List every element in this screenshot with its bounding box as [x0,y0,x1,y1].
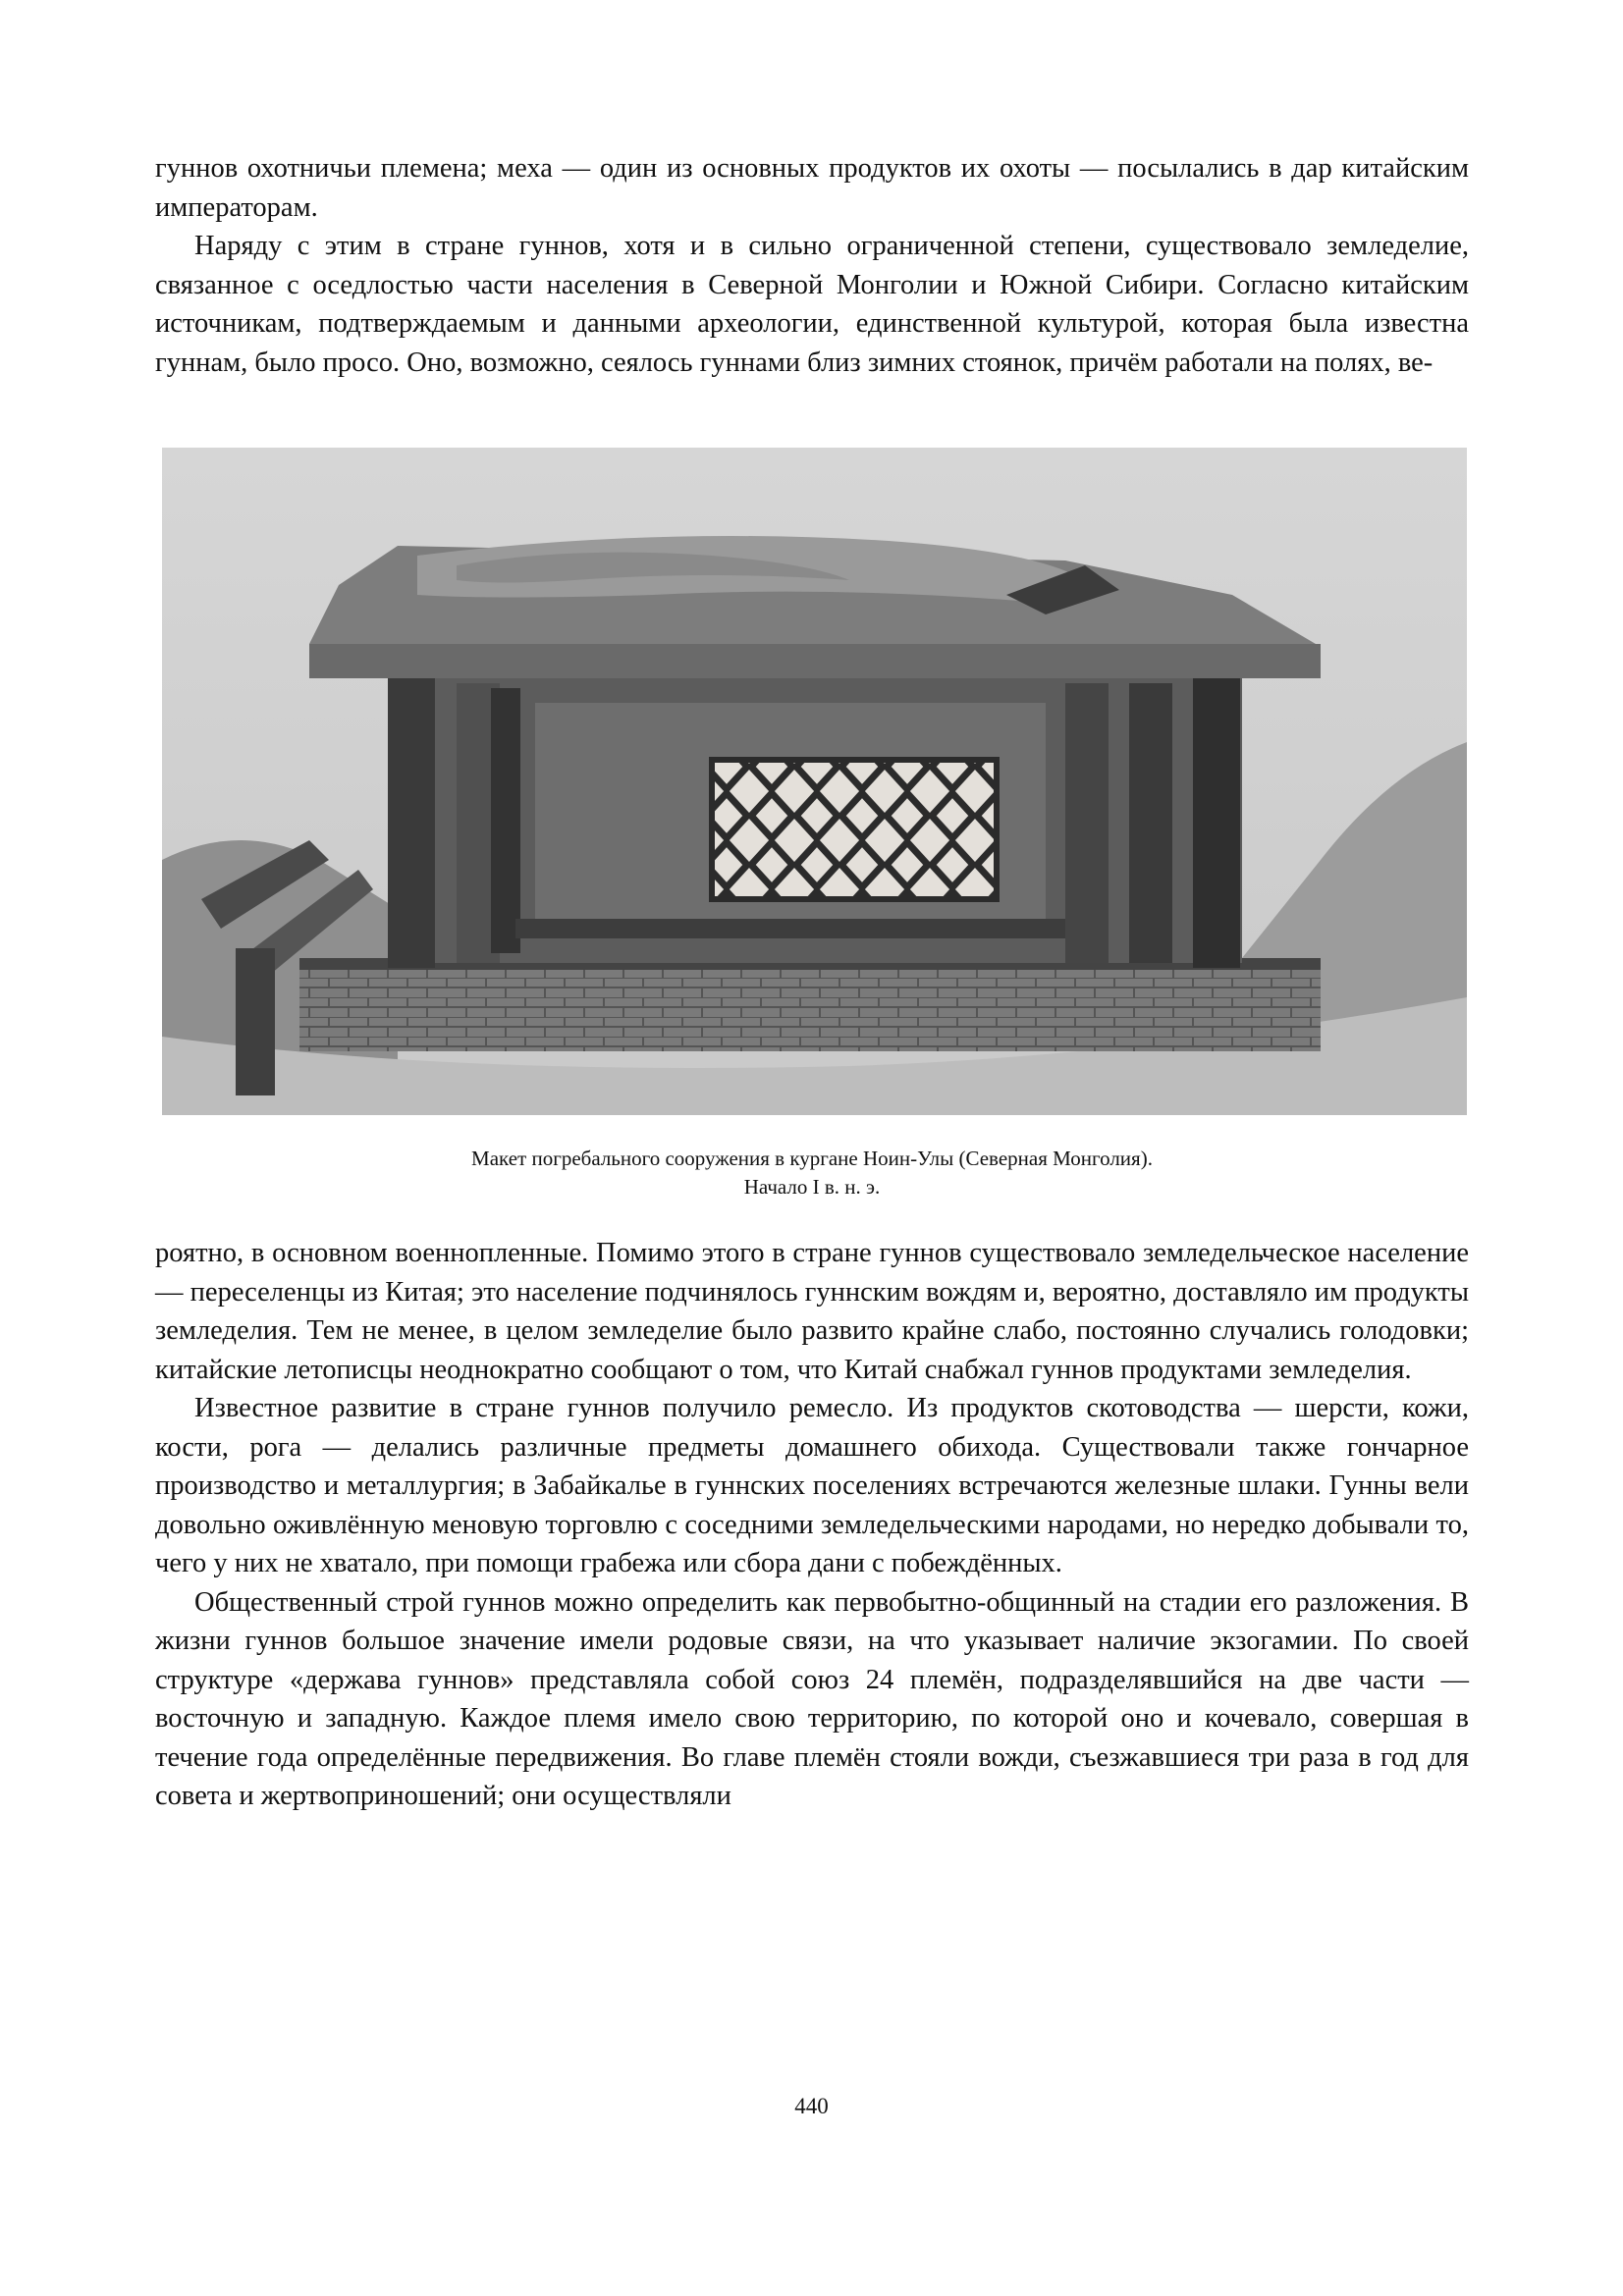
paragraph: Наряду с этим в стране гуннов, хотя и в сильно ограниченной степени, существовало земледелие, связанное с оседлостью части населения в Северной Монголии и Южной Сибири. Согласно китайским источникам, подтверждаемым и данными археологии, единственной культурой, которая была известна гуннам, было просо. Оно, возможно, сеялось гуннами близ зимних стоянок, причём работали на полях, ве- [155,231,1469,378]
caption-line: Начало I в. н. э. [743,1175,881,1199]
paragraph: Известное развитие в стране гуннов получило ремесло. Из продуктов скотоводства — шерсти, кожи, кости, рога — делались различные предметы домашнего обихода. Существовали также гончарное производство и металлургия; в Забайкалье в гуннских поселениях встречаются железные шлаки. Гунны вели довольно оживлённую меновую торговлю с соседними земледельческими народами, но нередко добывали то, чего у них не хватало, при помощи грабежа или сбора дани с побеждённых. [155,1393,1469,1578]
caption-line: Макет погребального сооружения в кургане Ноин-Улы (Северная Монголия). [471,1147,1153,1170]
figure-caption [155,1145,1469,1201]
photo-illustration [162,448,1467,1115]
text-block-bottom [155,1234,1469,1816]
paragraph: гуннов охотничьи племена; меха — один из основных продуктов их охоты — посылались в дар китайским императорам. [155,153,1469,223]
burial-structure-photo [162,448,1467,1115]
text-block-top [155,149,1469,382]
paragraph: роятно, в основном военнопленные. Помимо этого в стране гуннов существовало земледельческое население — переселенцы из Китая; это население подчинялось гуннским вождям и, вероятно, доставляло им продукты земледелия. Тем не менее, в целом земледелие было развито крайне слабо, постоянно случались голодовки; китайские летописцы неоднократно сообщают о том, что Китай снабжал гуннов продуктами земледелия. [155,1238,1469,1385]
paragraph: Общественный строй гуннов можно определить как первобытно-общинный на стадии его разложения. В жизни гуннов большое значение имели родовые связи, на что указывает наличие экзогамии. По своей структуре «держава гуннов» представляла собой союз 24 племён, подразделявшийся на две части — восточную и западную. Каждое племя имело свою территорию, по которой оно и кочевало, совершая в течение года определённые передвижения. Во главе племён стояли вожди, съезжавшиеся три раза в год для совета и жертвоприношений; они осуществляли [155,1586,1469,1811]
page-number: 440 [794,2094,829,2118]
